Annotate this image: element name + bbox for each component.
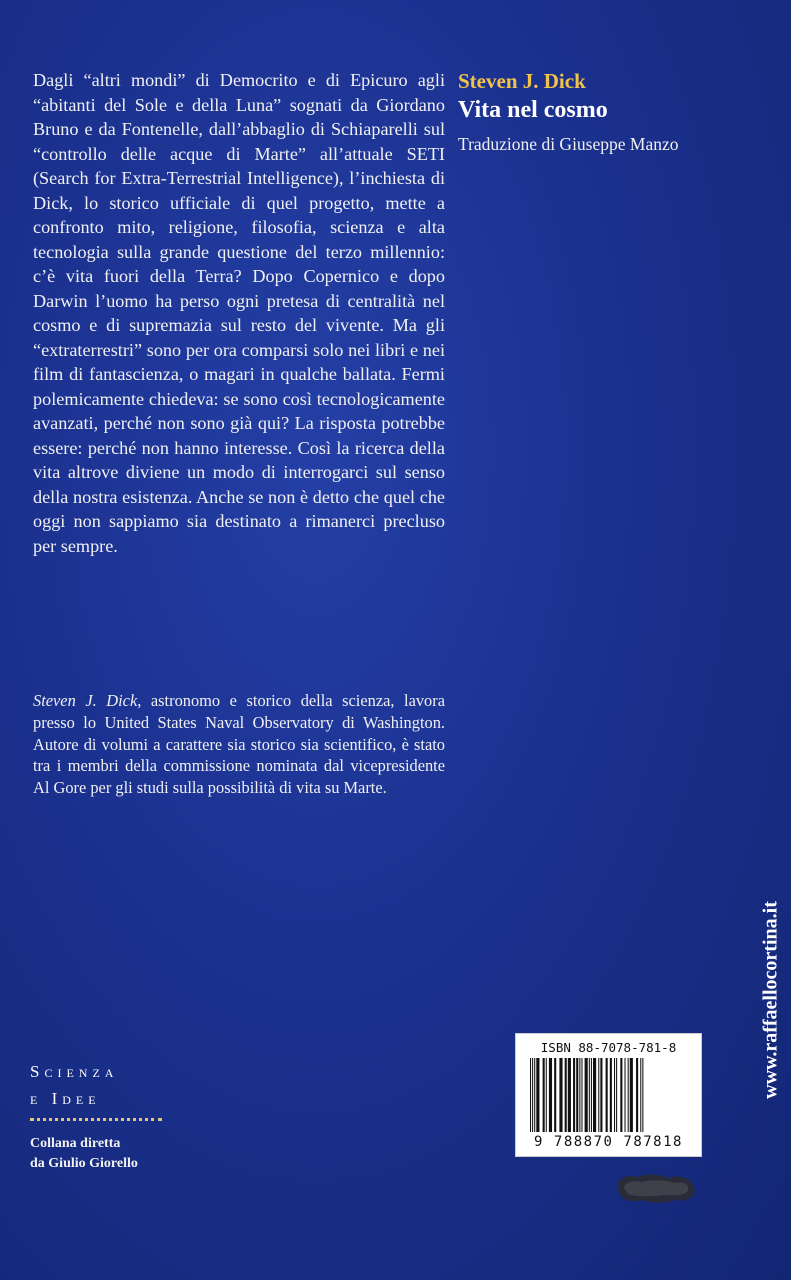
dotted-divider xyxy=(30,1118,162,1125)
barcode-bar xyxy=(591,1058,592,1132)
barcode-bar xyxy=(606,1058,608,1132)
barcode-bar xyxy=(636,1058,638,1132)
barcode-bar xyxy=(530,1058,531,1132)
barcode-bar xyxy=(546,1058,547,1132)
series-line-1: Scienza xyxy=(30,1062,119,1081)
barcode-bar xyxy=(576,1058,578,1132)
barcode-bar xyxy=(559,1058,562,1132)
series-name xyxy=(30,1058,170,1112)
barcode-bar xyxy=(600,1058,602,1132)
barcode-icon xyxy=(528,1058,688,1132)
barcode-bar xyxy=(614,1058,615,1132)
barcode-bar xyxy=(532,1058,533,1132)
barcode-bar xyxy=(565,1058,567,1132)
series-editor-line-2: da Giulio Giorello xyxy=(30,1156,138,1171)
barcode-bar xyxy=(620,1058,622,1132)
blurb-text xyxy=(33,68,445,558)
series-line-2: e Idee xyxy=(30,1089,101,1108)
barcode-bar xyxy=(543,1058,545,1132)
barcode-label xyxy=(515,1033,702,1157)
barcode-bar xyxy=(589,1058,590,1132)
barcode-bar xyxy=(598,1058,599,1132)
book-translator: Traduzione di Giuseppe Manzo xyxy=(458,134,679,154)
barcode-bar xyxy=(534,1058,535,1132)
barcode-bar xyxy=(616,1058,617,1132)
barcode-bar xyxy=(593,1058,596,1132)
book-title: Vita nel cosmo xyxy=(458,97,608,123)
barcode-bar xyxy=(568,1058,571,1132)
ean-number: 9 788870 787818 xyxy=(534,1134,683,1150)
barcode-bar xyxy=(573,1058,575,1132)
barcode-bar xyxy=(579,1058,580,1132)
bio-text: , astronomo e storico della scienza, lavora presso lo United States Naval Observatory di Washington. Autore di volumi a carattere sia storico sia scientifico, è stato tra i membri della commissione nominata dal vicepresidente Al Gore per gli studi sulla possibilità di vita su Marte. xyxy=(33,691,445,798)
barcode-bar xyxy=(642,1058,643,1132)
barcode-bar xyxy=(554,1058,556,1132)
barcode-bar xyxy=(549,1058,552,1132)
barcode-bar xyxy=(628,1058,629,1132)
barcode-bar xyxy=(640,1058,641,1132)
barcode-bar xyxy=(625,1058,626,1132)
blurb-paragraph: Dagli “altri mondi” di Democrito e di Epicuro agli “abitanti del Sole e della Luna” sognati da Giordano Bruno e da Fontenelle, dall’abbaglio di Schiaparelli sul “controllo delle acque di Marte” all’attuale SETI (Search for Extra-Terrestrial Intelligence), l’inchiesta di Dick, lo storico ufficiale di quel progetto, mette a confronto mito, religione, filosofia, scienza e alta tecnologia sulla grande questione del terzo millennio: c’è vita fuori della Terra? Dopo Copernico e dopo Darwin l’uomo ha perso ogni pretesa di centralità nel cosmo e di supremazia sul resto del vivente. Ma gli “extraterrestri” sono per ora comparsi solo nei libri e nei film di fantascienza, o magari in qualche ballata. Fermi polemicamente chiedeva: se sono così tecnologicamente avanzati, perché non sono già qui? La risposta potrebbe essere: perché non hanno interesse. Così la ricerca della vita altrove diviene un modo di interrogarci sul senso della nostra esistenza. Anche se non è detto che quel che oggi non sappiamo sia destinato a rimanerci precluso per sempre. xyxy=(33,70,445,556)
barcode-bar xyxy=(610,1058,612,1132)
series-editor-line-1: Collana diretta xyxy=(30,1136,121,1151)
publisher-website: www.raffaellocortina.it xyxy=(759,901,782,1099)
barcode-bar xyxy=(536,1058,539,1132)
barcode-bar xyxy=(581,1058,582,1132)
book-author: Steven J. Dick xyxy=(458,69,586,93)
author-bio xyxy=(33,690,445,799)
bio-author-name: Steven J. Dick xyxy=(33,691,138,710)
barcode-bar xyxy=(585,1058,588,1132)
series-editor xyxy=(30,1134,180,1174)
isbn-number: ISBN 88-7078-781-8 xyxy=(540,1040,677,1055)
price-sticker-remnant-icon xyxy=(612,1170,700,1206)
barcode-bar xyxy=(630,1058,633,1132)
